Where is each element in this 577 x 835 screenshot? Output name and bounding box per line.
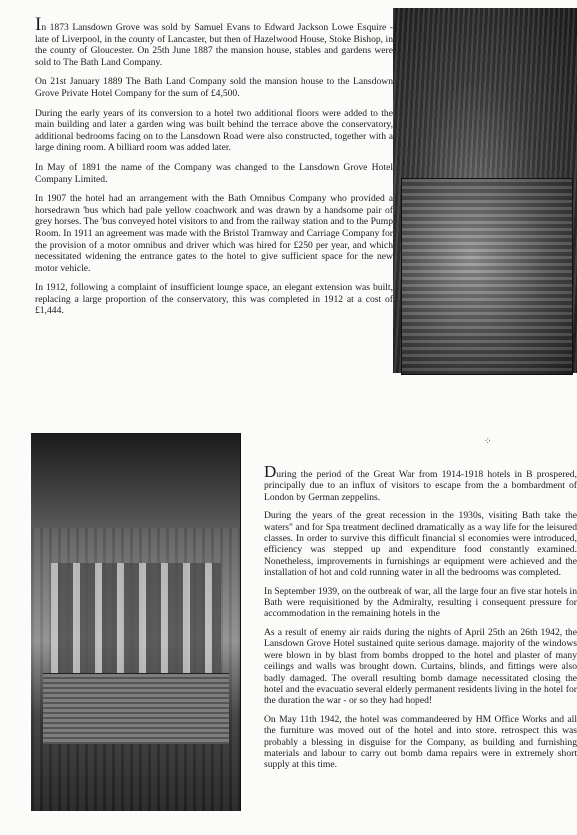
colonnade xyxy=(51,563,221,673)
paragraph xyxy=(264,586,577,620)
paragraph-text: On May 11th 1942, the hotel was commandeered by HM Office Works and all the furniture was moved out of the hotel and into store. retrospect this was probably a blessing in disguise for the Company, as building and furnishing materials and labour to carry out bomb dama repairs were in extremely short supply at this time. xyxy=(264,713,577,771)
drop-cap: I xyxy=(35,14,42,35)
hotel-interior-photo xyxy=(393,8,577,373)
paragraph-text: During the early years of its conversion to a hotel two additional floors were added to the main building and later a garden wing was built behind the terrace above the conservatory, additional bedrooms facing on to the Lansdown Road were also constructed, together with a large dining room. A billiard room was added later. xyxy=(35,107,393,154)
paragraph-text: As a result of enemy air raids during the nights of April 25th an 26th 1942, the Lansdown Grove Hotel sustained quite serious damage. majority of the windows were blown in by blast from bombs dropped to the hotel and plaster of many ceilings and walls was brought down. Curtains, blinds, and fittings were also badly damaged. The overall resulting bomb damage necessitated closing the hotel and the evacuatio several elderly permanent residents living in the hotel for the duration the war - or so they had hoped! xyxy=(264,626,577,707)
paragraph-text: In May of 1891 the name of the Company was changed to the Lansdown Grove Hotel Company Limited. xyxy=(35,161,393,185)
paragraph xyxy=(35,76,393,99)
paragraph xyxy=(35,14,393,68)
paragraph-text: n 1873 Lansdown Grove was sold by Samuel Evans to Edward Jackson Lowe Esquire - late of Liverpool, in the county of Lancaster, but then of Hazelwood House, Stoke Bishop, in the county of Gloucester. On 25th June 1887 the mansion house, stables and gardens were sold to The Bath Land Company. xyxy=(35,22,393,68)
paragraph xyxy=(35,162,393,185)
paragraph xyxy=(35,282,393,317)
paragraph-text: On 21st January 1889 The Bath Land Company sold the mansion house to the Lansdown Grove Private Hotel Company for the sum of £4,500. xyxy=(35,76,393,99)
paragraph xyxy=(264,714,577,771)
bath-pool xyxy=(43,673,229,744)
paragraph xyxy=(35,193,393,274)
scan-speck: ⁘ xyxy=(484,436,492,446)
conservatory-photo-detail xyxy=(401,178,573,375)
drop-cap: D xyxy=(264,466,277,481)
top-text-block xyxy=(35,14,393,325)
paragraph-text: During the years of the great recession in the 1930s, visiting Bath take the waters" and for Spa treatment declined dramatically as a way life for the leisured classes. In order to survive this difficult financial sl economies were introduced, efficiency was stepped up and expenditure food constantly examined. Nonetheless, improvements in furnishings ar equipment were achieved and the installation of hot and cold running water in all the bedrooms was completed. xyxy=(264,510,577,579)
paragraph-text: In September 1939, on the outbreak of war, all the large four an five star hotels in Bath were requisitioned by the Admiralty, resulting i consequent pressure for accommodation in the remaining hotels in the xyxy=(264,585,577,620)
paragraph-text: uring the period of the Great War from 1914-1918 hotels in B prospered, principally due to an influx of visitors to escape from the a bombardment of London by German zeppelins. xyxy=(264,469,577,503)
paragraph-text: In 1907 the hotel had an arrangement with the Bath Omnibus Company who provided a horsedrawn 'bus which had pale yellow coachwork and was drawn by a handsome pair of grey horses. The 'bus conveyed hotel visitors to and from the railway station and to the Pump Room. In 1911 an agreement was made with the Bristol Tramway and Carriage Company for the provision of a motor omnibus and driver which was hired for £250 per year, and which necessitated widening the entrance gates to the hotel to give sufficient space for the new motor vehicle. xyxy=(35,193,393,274)
paragraph xyxy=(264,510,577,578)
paragraph xyxy=(264,627,577,707)
bottom-text-block xyxy=(264,466,577,778)
paragraph xyxy=(264,466,577,503)
paragraph xyxy=(35,108,393,154)
paragraph-text: In 1912, following a complaint of insufficient lounge space, an elegant extension was built, replacing a large proportion of the conservatory, this was completed in 1912 at a cost of £1,444. xyxy=(35,282,393,317)
roman-baths-photo xyxy=(31,433,241,811)
photo-upper-shadow xyxy=(31,433,240,528)
